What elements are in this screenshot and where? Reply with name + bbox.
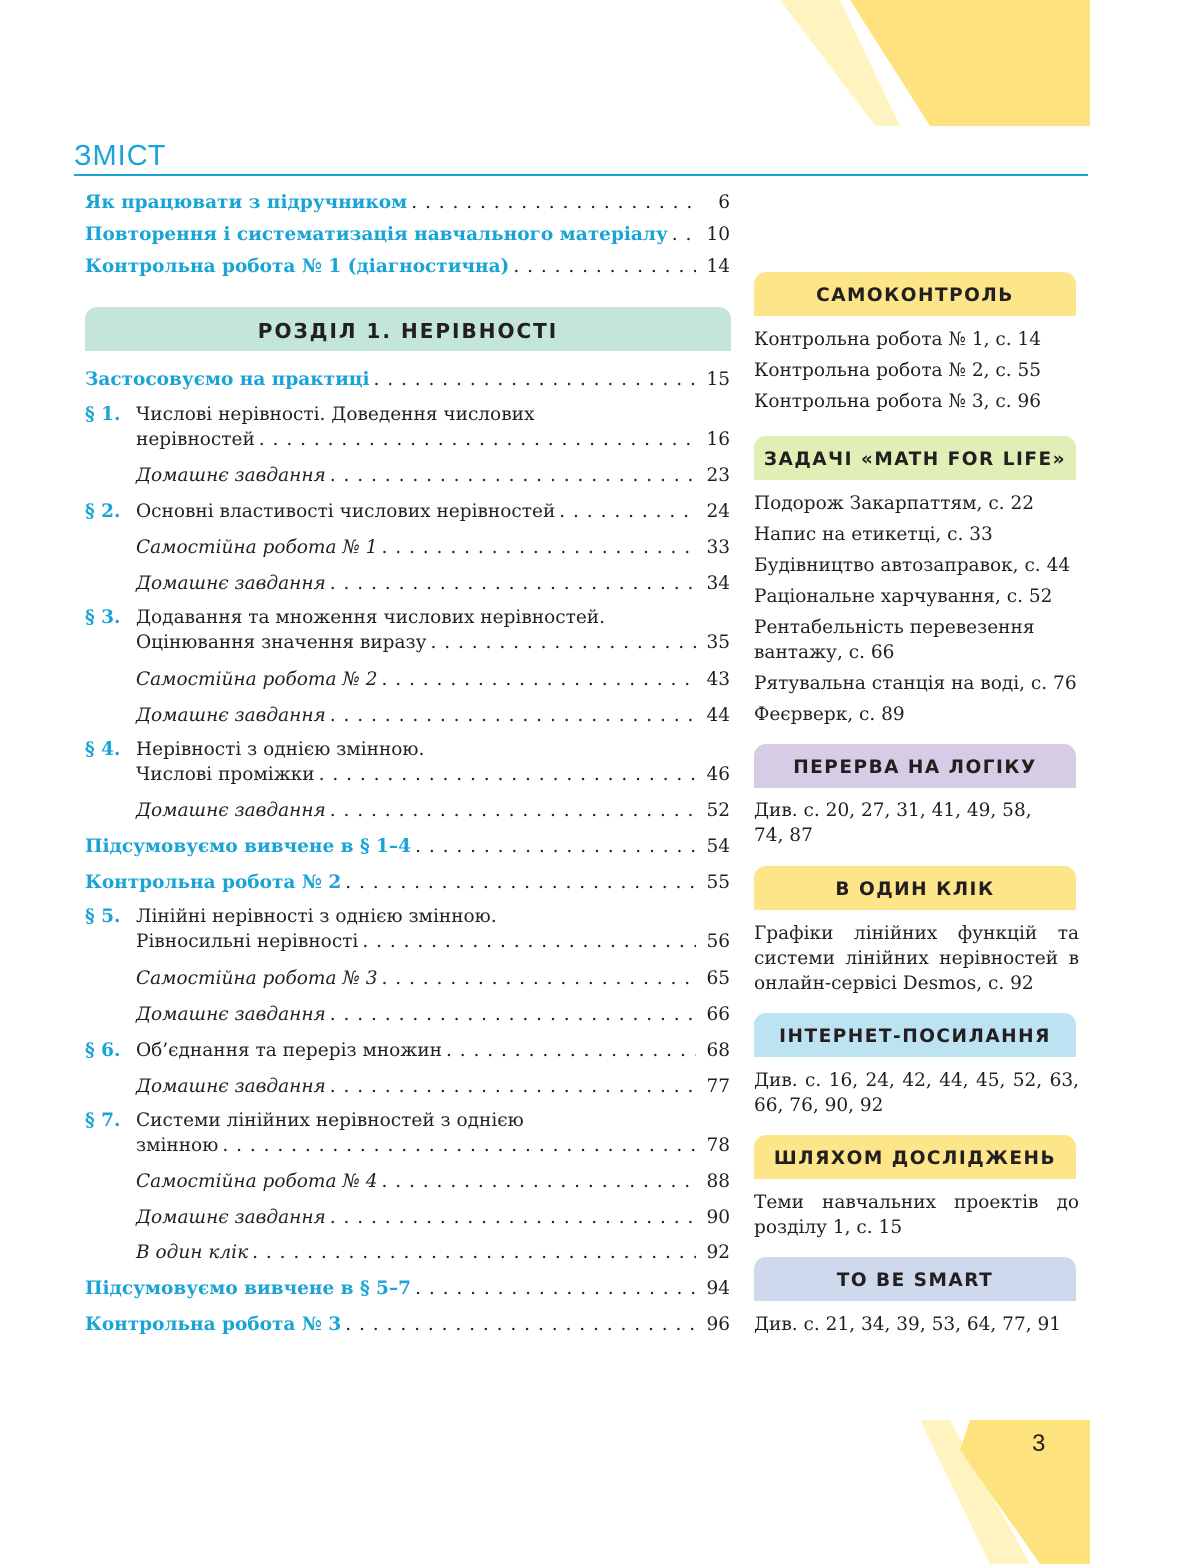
toc-entry-p1-homework[interactable]: Домашнє завдання . . . 23 (136, 465, 730, 487)
paragraph-number: § 5. (85, 906, 121, 927)
paragraph-number: § 1. (85, 404, 121, 425)
sidebar-heading-logic-break: ПЕРЕРВА НА ЛОГІКУ (754, 744, 1076, 788)
page-number: 3 (1032, 1430, 1046, 1457)
sidebar-item[interactable]: Контрольна робота № 3, с. 96 (754, 391, 1042, 412)
toc-entry-test1[interactable]: Контрольна робота № 1 (діагностична) . . . 14 (85, 256, 730, 278)
toc-entry-p7[interactable]: змінною . . . 78 (136, 1135, 730, 1157)
sidebar-logic-break-text[interactable]: Див. с. 20, 27, 31, 41, 49, 58, 74, 87 (754, 800, 1032, 846)
sidebar-smart-text[interactable]: Див. с. 21, 34, 39, 53, 64, 77, 91 (754, 1314, 1062, 1335)
paragraph-number: § 3. (85, 607, 121, 628)
toc-entry-test3[interactable]: Контрольна робота № 3 . . . 96 (85, 1314, 730, 1336)
sidebar-item[interactable]: Подорож Закарпаттям, с. 22 (754, 493, 1034, 514)
toc-entry-p7-homework[interactable]: Домашнє завдання . . . 90 (136, 1207, 730, 1229)
toc-entry-test2[interactable]: Контрольна робота № 2 . . . 55 (85, 872, 730, 894)
sidebar-item[interactable]: Контрольна робота № 2, с. 55 (754, 360, 1042, 381)
toc-entry-how-to-work[interactable]: Як працювати з підручником . . . 6 (85, 192, 730, 214)
page-title: ЗМІСТ (74, 140, 167, 172)
toc-entry-p1[interactable]: нерівностей . . . 16 (136, 429, 730, 451)
sidebar-item[interactable]: Раціональне харчування, с. 52 (754, 586, 1053, 607)
toc-entry-p6[interactable]: Об’єднання та переріз множин . . . 68 (136, 1040, 730, 1062)
sidebar-heading-self-control: САМОКОНТРОЛЬ (754, 272, 1076, 316)
sidebar-heading-internet: ІНТЕРНЕТ-ПОСИЛАННЯ (754, 1013, 1076, 1057)
toc-entry-p2[interactable]: Основні властивості числових нерівностей . . . 24 (136, 501, 730, 523)
toc-entry-practice[interactable]: Застосовуємо на практиці . . . 15 (85, 369, 730, 391)
sidebar-internet-text[interactable]: Див. с. 16, 24, 42, 44, 45, 52, 63, 66, 76, 90, 92 (754, 1070, 1079, 1116)
toc-entry-p5-selfwork[interactable]: Самостійна робота № 3 . . . 65 (136, 968, 730, 990)
toc-entry-summary-2[interactable]: Підсумовуємо вивчене в § 5–7 . . . 94 (85, 1278, 730, 1300)
toc-entry-p5-homework[interactable]: Домашнє завдання . . . 66 (136, 1004, 730, 1026)
section-banner: РОЗДІЛ 1. НЕРІВНОСТІ (85, 307, 731, 351)
sidebar-item[interactable]: Будівництво автозаправок, с. 44 (754, 555, 1071, 576)
toc-entry-p4-line1[interactable]: Нерівності з однією змінною. (136, 739, 425, 760)
toc-entry-p1-line1[interactable]: Числові нерівності. Доведення числових (136, 404, 535, 425)
toc-entry-review[interactable]: Повторення і систематизація навчального матеріалу . . . 10 (85, 224, 730, 246)
sidebar-heading-research: ШЛЯХОМ ДОСЛІДЖЕНЬ (754, 1135, 1076, 1179)
toc-entry-p2-selfwork[interactable]: Самостійна робота № 1 . . . 33 (136, 537, 730, 559)
sidebar-item[interactable]: Феєрверк, с. 89 (754, 704, 905, 725)
toc-entry-p7-selfwork[interactable]: Самостійна робота № 4 . . . 88 (136, 1171, 730, 1193)
sidebar-heading-smart: TO BE SMART (754, 1257, 1076, 1301)
toc-entry-p3-selfwork[interactable]: Самостійна робота № 2 . . . 43 (136, 669, 730, 691)
toc-entry-p5-line1[interactable]: Лінійні нерівності з однією змінною. (136, 906, 497, 927)
sidebar-item[interactable]: Рятувальна станція на воді, с. 76 (754, 673, 1077, 694)
top-corner-decoration (780, 0, 1090, 126)
toc-entry-p7-line1[interactable]: Системи лінійних нерівностей з однією (136, 1110, 524, 1131)
paragraph-number: § 6. (85, 1040, 121, 1061)
toc-entry-p7-one-click[interactable]: В один клік . . . 92 (136, 1242, 730, 1264)
paragraph-number: § 2. (85, 501, 121, 522)
sidebar-self-control-list (754, 327, 1079, 420)
toc-entry-p3-line1[interactable]: Додавання та множення числових нерівностей. (136, 607, 605, 628)
toc-entry-p6-homework[interactable]: Домашнє завдання . . . 77 (136, 1076, 730, 1098)
sidebar-item[interactable]: Контрольна робота № 1, с. 14 (754, 329, 1042, 350)
bottom-corner-decoration (920, 1420, 1090, 1564)
toc-entry-p3[interactable]: Оцінювання значення виразу . . . 35 (136, 632, 730, 654)
sidebar-math-for-life-list (754, 491, 1079, 733)
sidebar-item[interactable]: Напис на етикетці, с. 33 (754, 524, 993, 545)
sidebar-research-text[interactable]: Теми навчальних проектів до розділу 1, с. 15 (754, 1192, 1079, 1238)
toc-entry-p5[interactable]: Рівносильні нерівності . . . 56 (136, 931, 730, 953)
paragraph-number: § 4. (85, 739, 121, 760)
toc-entry-p4[interactable]: Числові проміжки . . . 46 (136, 764, 730, 786)
title-rule (74, 174, 1088, 176)
sidebar-item[interactable]: Рентабельність перевезення вантажу, с. 66 (754, 617, 1035, 663)
paragraph-number: § 7. (85, 1110, 121, 1131)
toc-entry-p4-homework[interactable]: Домашнє завдання . . . 52 (136, 800, 730, 822)
toc-entry-summary-1[interactable]: Підсумовуємо вивчене в § 1–4 . . . 54 (85, 836, 730, 858)
sidebar-heading-one-click: В ОДИН КЛІК (754, 866, 1076, 910)
sidebar-one-click-text[interactable]: Графіки лінійних функцій та системи лінійних нерівностей в онлайн-сервісі Desmos, с. 92 (754, 923, 1079, 994)
toc-entry-p2-homework[interactable]: Домашнє завдання . . . 34 (136, 573, 730, 595)
sidebar-heading-math-for-life: ЗАДАЧІ «MATH FOR LIFE» (754, 436, 1076, 480)
toc-entry-p3-homework[interactable]: Домашнє завдання . . . 44 (136, 705, 730, 727)
